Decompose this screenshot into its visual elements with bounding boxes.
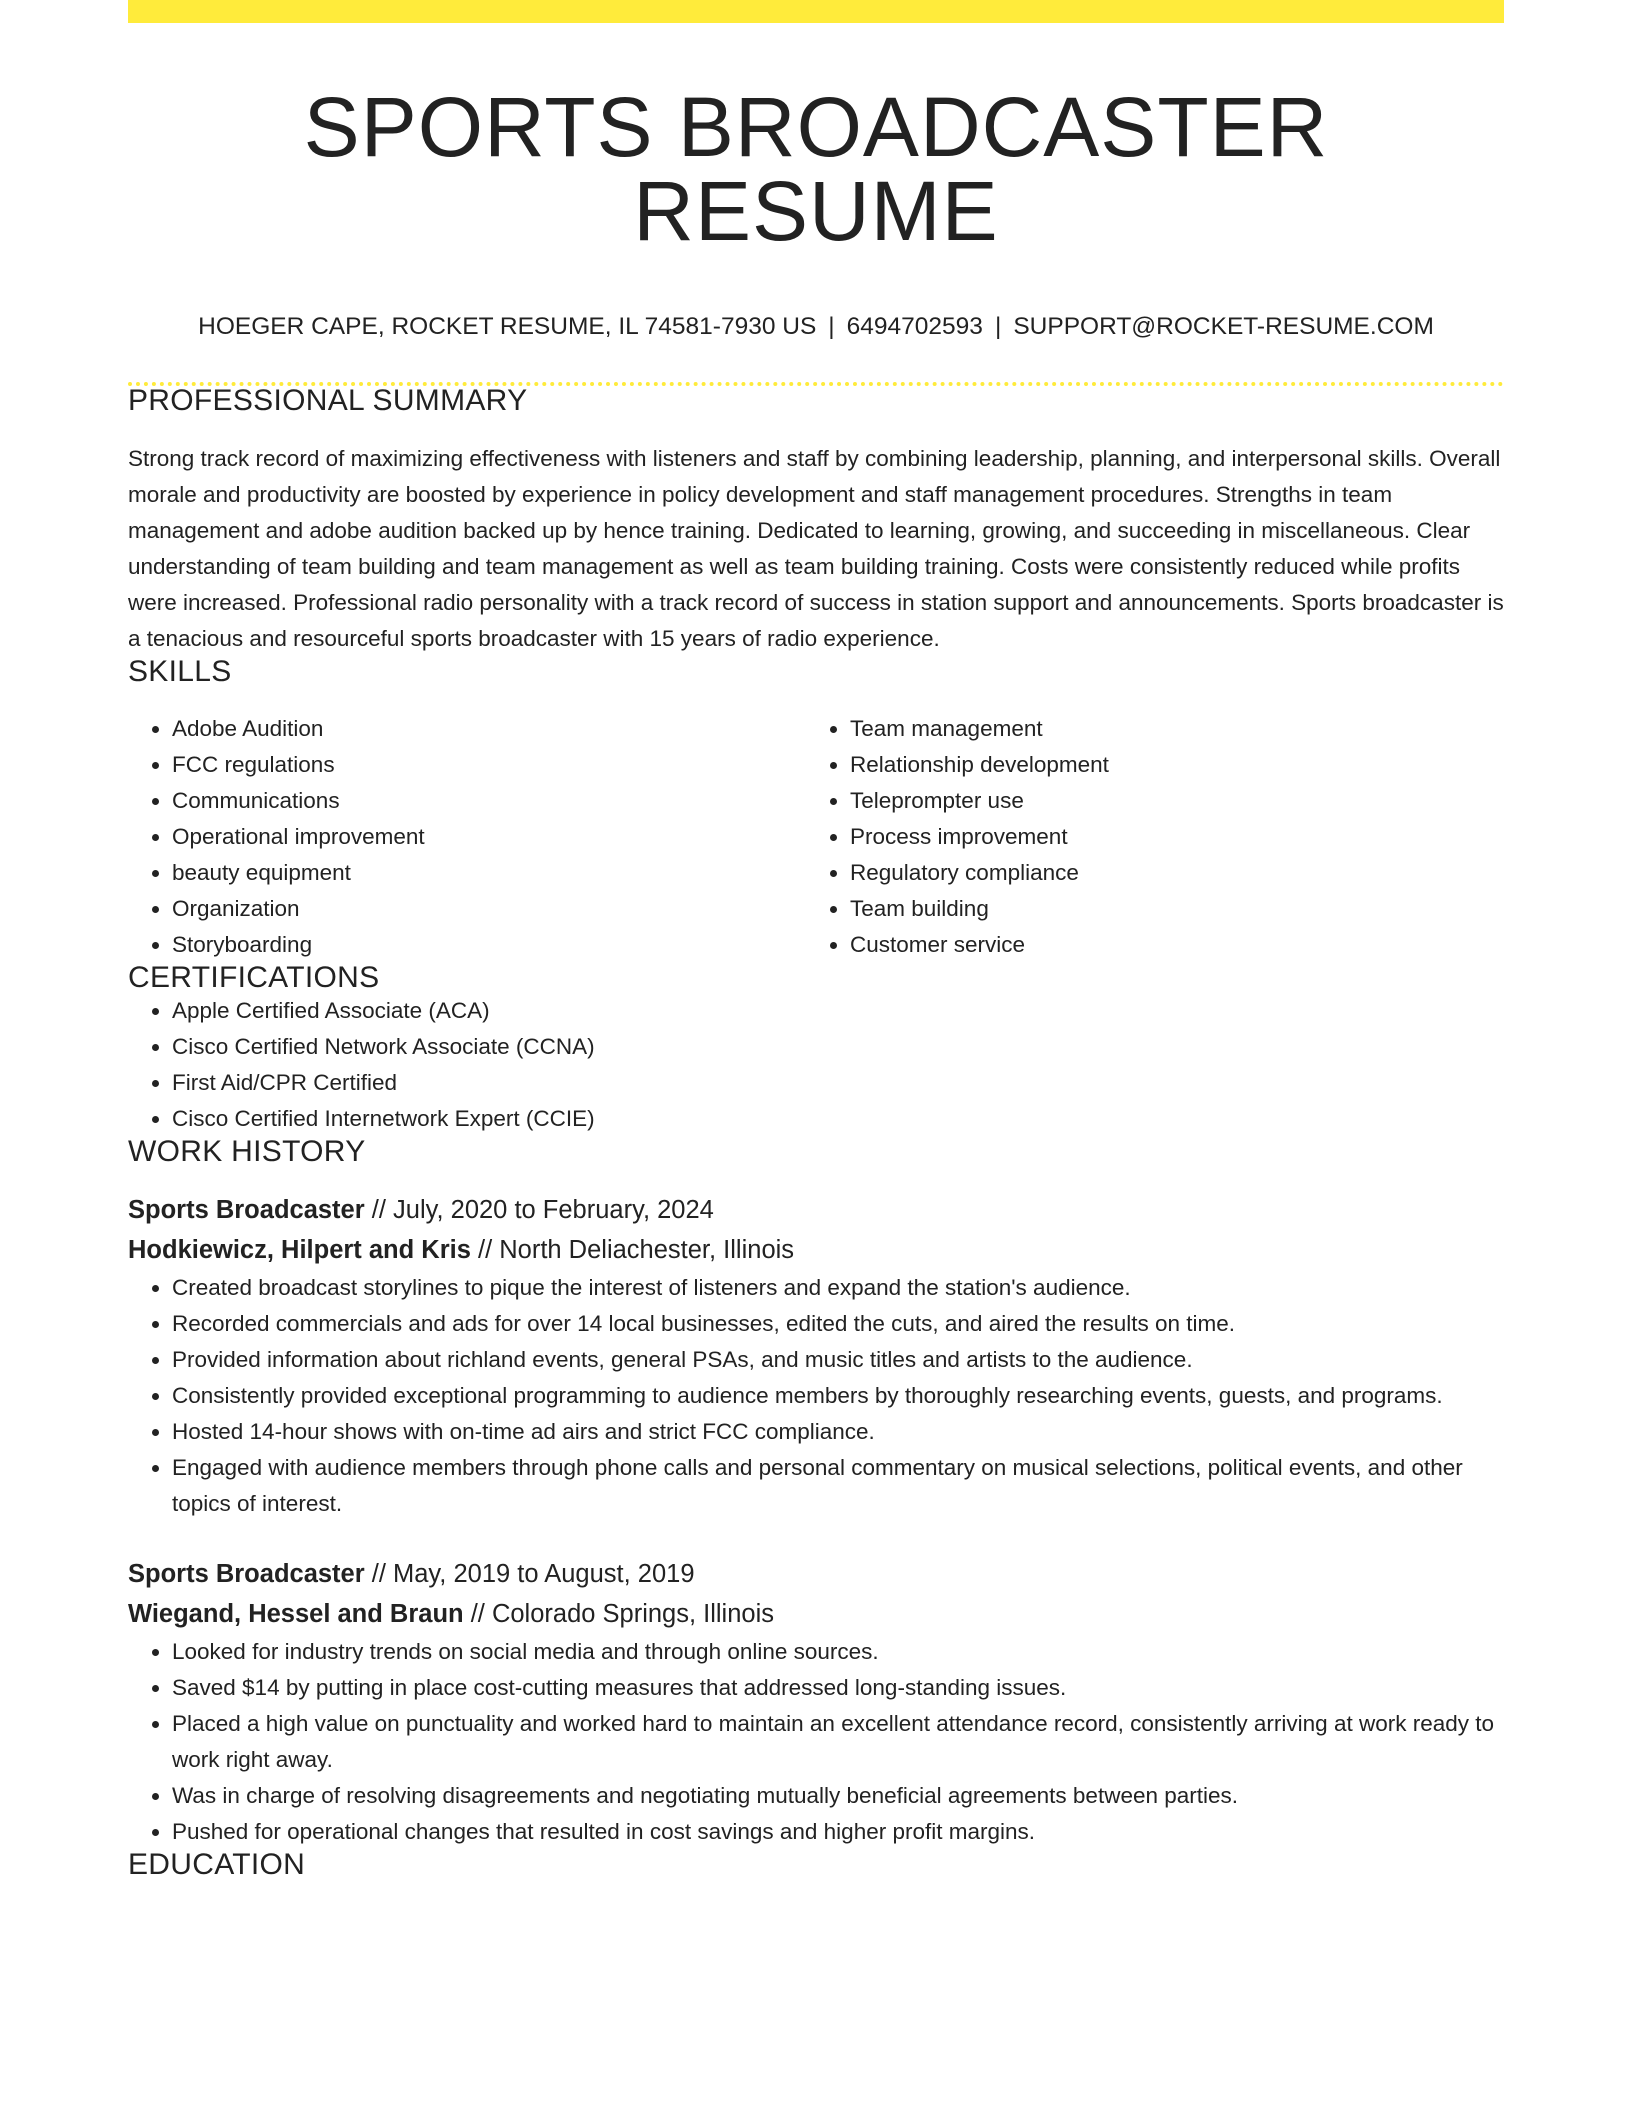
skills-right-list	[806, 711, 1484, 963]
skill-item: • Storyboarding	[172, 927, 806, 963]
job-dates: // May, 2019 to August, 2019	[364, 1559, 695, 1588]
job-duty-item: • Hosted 14-hour shows with on-time ad airs and strict FCC compliance.	[172, 1414, 1504, 1450]
skill-item: • Organization	[172, 891, 806, 927]
skill-item: • Team building	[850, 891, 1484, 927]
skill-item: • Teleprompter use	[850, 783, 1484, 819]
skill-item: • FCC regulations	[172, 747, 806, 783]
contact-line	[128, 315, 1504, 340]
resume-page	[128, 0, 1504, 1880]
contact-email: SUPPORT@ROCKET-RESUME.COM	[1013, 313, 1434, 340]
job-title: Sports Broadcaster	[128, 1559, 365, 1588]
skill-item: • beauty equipment	[172, 855, 806, 891]
job-duties-list	[128, 1270, 1504, 1522]
job-duty-item: • Pushed for operational changes that resulted in cost savings and higher profit margins.	[172, 1814, 1504, 1850]
contact-phone: 6494702593	[846, 313, 983, 340]
job-title-line	[128, 1190, 1504, 1230]
certifications-heading: CERTIFICATIONS	[128, 960, 380, 994]
job-title-line	[128, 1554, 1504, 1594]
job-company: Hodkiewicz, Hilpert and Kris	[128, 1235, 471, 1264]
skill-item: • Relationship development	[850, 747, 1484, 783]
summary-heading: PROFESSIONAL SUMMARY	[128, 383, 528, 417]
contact-address: HOEGER CAPE, ROCKET RESUME, IL 74581-7930 US	[198, 313, 817, 340]
work-history-heading: WORK HISTORY	[128, 1134, 366, 1168]
skill-item: • Adobe Audition	[172, 711, 806, 747]
job-duty-item: • Placed a high value on punctuality and worked hard to maintain an excellent attendance record, consistently arriving at work ready to work right away.	[172, 1706, 1504, 1778]
skill-item: • Communications	[172, 783, 806, 819]
job-company: Wiegand, Hessel and Braun	[128, 1599, 464, 1628]
skill-item: • Regulatory compliance	[850, 855, 1484, 891]
job-duty-item: • Saved $14 by putting in place cost-cutting measures that addressed long-standing issues.	[172, 1670, 1504, 1706]
skills-columns	[128, 711, 1504, 963]
job-title: Sports Broadcaster	[128, 1195, 365, 1224]
resume-title: SPORTS BROADCASTER RESUME	[303, 80, 1329, 258]
certification-item: • First Aid/CPR Certified	[172, 1065, 1504, 1101]
job-duty-item: • Recorded commercials and ads for over 14 local businesses, edited the cuts, and aired the results on time.	[172, 1306, 1504, 1342]
job-duty-item: • Provided information about richland events, general PSAs, and music titles and artists to the audience.	[172, 1342, 1504, 1378]
job-location: // Colorado Springs, Illinois	[463, 1599, 775, 1628]
job-company-line	[128, 1230, 1504, 1270]
job-company-line	[128, 1594, 1504, 1634]
skill-item: • Operational improvement	[172, 819, 806, 855]
skill-item: • Team management	[850, 711, 1484, 747]
skill-item: • Customer service	[850, 927, 1484, 963]
job-duties-list	[128, 1634, 1504, 1850]
certification-item: • Apple Certified Associate (ACA)	[172, 993, 1504, 1029]
skills-heading: SKILLS	[128, 654, 232, 688]
job-entry	[128, 1190, 1504, 1522]
certifications-list	[128, 993, 1504, 1137]
job-duty-item: • Consistently provided exceptional programming to audience members by thoroughly researching events, guests, and programs.	[172, 1378, 1504, 1414]
job-duty-item: • Was in charge of resolving disagreements and negotiating mutually beneficial agreements between parties.	[172, 1778, 1504, 1814]
skill-item: • Process improvement	[850, 819, 1484, 855]
job-entry	[128, 1554, 1504, 1850]
contact-separator: |	[828, 313, 835, 340]
certification-item: • Cisco Certified Network Associate (CCNA)	[172, 1029, 1504, 1065]
certification-item: • Cisco Certified Internetwork Expert (CCIE)	[172, 1101, 1504, 1137]
job-location: // North Deliachester, Illinois	[470, 1235, 795, 1264]
job-duty-item: • Looked for industry trends on social media and through online sources.	[172, 1634, 1504, 1670]
job-dates: // July, 2020 to February, 2024	[364, 1195, 714, 1224]
job-duty-item: • Engaged with audience members through phone calls and personal commentary on musical selections, political events, and other topics of interest.	[172, 1450, 1504, 1522]
skills-left-list	[128, 711, 806, 963]
top-accent-bar	[128, 0, 1504, 23]
education-heading: EDUCATION	[128, 1847, 306, 1881]
job-duty-item: • Created broadcast storylines to pique the interest of listeners and expand the station's audience.	[172, 1270, 1504, 1306]
summary-text: Strong track record of maximizing effectiveness with listeners and staff by combining leadership, planning, and interpersonal skills. Overall morale and productivity are boosted by experience in policy development and staff management procedures. Strengths in team management and adobe audition backed up by hence training. Dedicated to learning, growing, and succeeding in miscellaneous. Clear understanding of team building and team management as well as team building training. Costs were consistently reduced while profits were increased. Professional radio personality with a track record of success in station support and announcements. Sports broadcaster is a tenacious and resourceful sports broadcaster with 15 years of radio experience.	[128, 445, 1504, 651]
contact-separator: |	[994, 313, 1002, 340]
